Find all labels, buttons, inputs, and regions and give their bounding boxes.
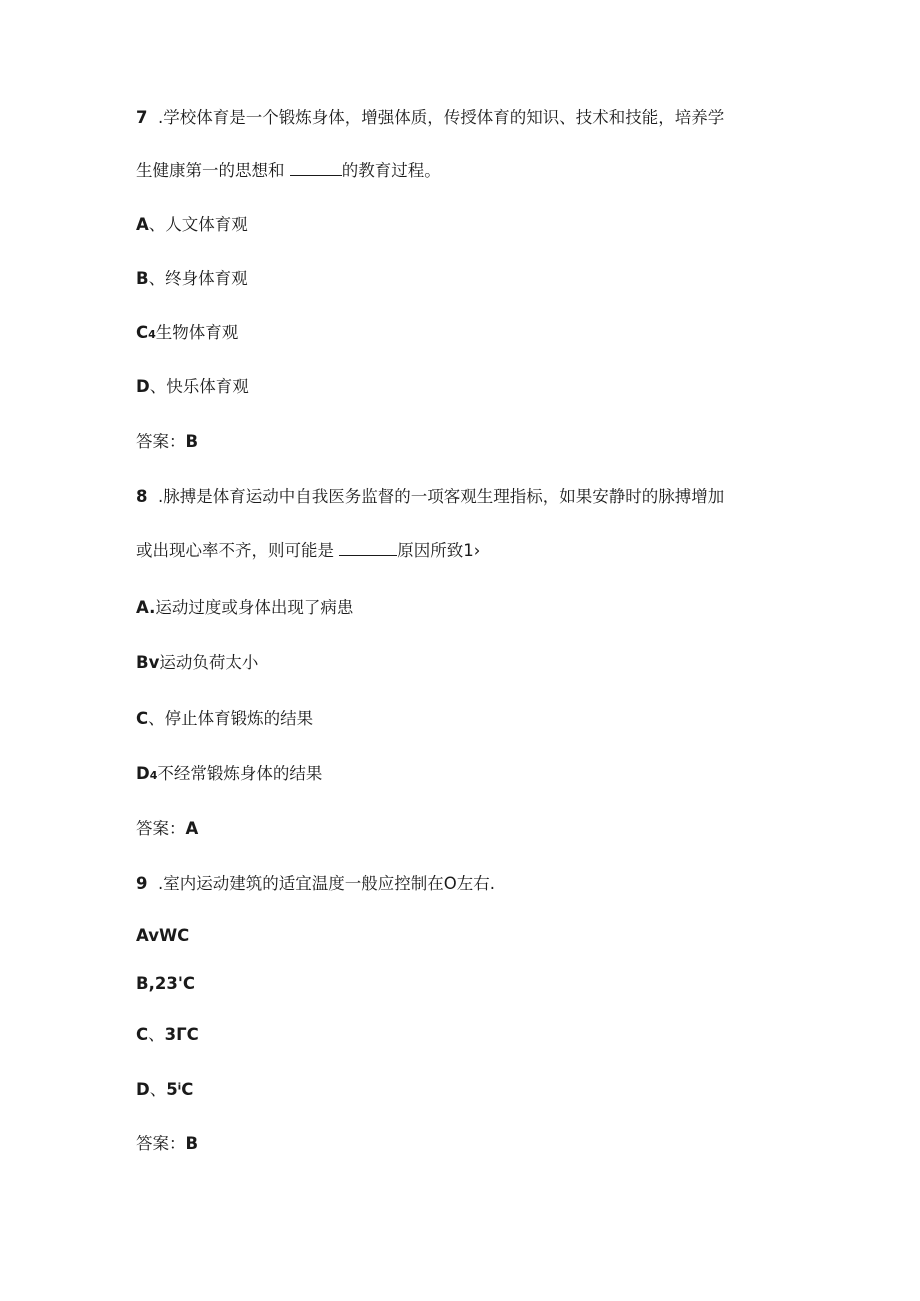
question-text: 原因所致1› <box>397 541 481 560</box>
question-text: .学校体育是一个锻炼身体，增强体质，传授体育的知识、技术和技能，培养学 <box>158 108 725 127</box>
question-number: 9 <box>136 874 148 893</box>
answer-label: 答案： <box>136 1134 186 1153</box>
question-text: .脉搏是体育运动中自我医务监督的一项客观生理指标，如果安静时的脉搏增加 <box>158 487 725 506</box>
question-9-option-b <box>136 973 195 995</box>
option-separator: 、 <box>148 709 165 728</box>
question-8-answer <box>136 818 198 840</box>
question-9-option-a <box>136 925 189 947</box>
answer-value: B <box>185 432 199 451</box>
option-text: 23'C <box>154 974 195 993</box>
option-letter: D <box>136 764 150 783</box>
option-letter: D <box>136 377 150 396</box>
option-text: 生物体育观 <box>155 323 239 342</box>
option-text: 3ΓC <box>164 1025 199 1044</box>
option-letter: C <box>136 1025 149 1044</box>
option-letter: A <box>136 598 150 617</box>
option-letter: D <box>136 1080 150 1099</box>
option-separator: v <box>148 926 159 945</box>
question-text: 或出现心率不齐，则可能是 <box>136 541 334 560</box>
question-8-option-d <box>136 763 322 787</box>
question-number: 8 <box>136 487 148 506</box>
option-text: WC <box>158 926 190 945</box>
option-letter: B <box>136 653 149 672</box>
option-separator: 4 <box>149 769 158 782</box>
option-letter: B <box>136 974 149 993</box>
question-8-option-a <box>136 597 353 619</box>
question-7-stem-line1 <box>136 107 724 129</box>
question-7-stem-line2 <box>136 160 441 182</box>
question-text: 生健康第一的思想和 <box>136 161 285 180</box>
fill-blank <box>339 541 397 556</box>
question-8-option-c <box>136 708 313 730</box>
question-7-option-c <box>136 322 238 346</box>
option-text: 5ⁱC <box>166 1080 194 1099</box>
question-9-stem-line1 <box>136 873 495 895</box>
option-text: 停止体育锻炼的结果 <box>164 709 314 728</box>
question-7-answer <box>136 431 198 453</box>
option-text: 运动过度或身体出现了病患 <box>155 598 354 617</box>
question-text: .室内运动建筑的适宜温度一般应控制在O左右. <box>158 874 495 893</box>
option-text: 快乐体育观 <box>166 377 249 396</box>
option-letter: C <box>136 323 149 342</box>
option-separator: 4 <box>148 328 156 341</box>
option-letter: B <box>136 269 149 288</box>
option-text: 人文体育观 <box>165 215 248 234</box>
question-8-stem-line1 <box>136 486 724 508</box>
question-7-option-b <box>136 268 248 290</box>
option-letter: A <box>136 215 149 234</box>
option-separator: 、 <box>149 1080 167 1099</box>
option-separator: . <box>149 598 156 617</box>
option-separator: 、 <box>149 377 167 396</box>
option-letter: C <box>136 709 149 728</box>
option-text: 终身体育观 <box>165 269 248 288</box>
question-number: 7 <box>136 108 148 127</box>
question-text: 的教育过程。 <box>341 161 441 180</box>
question-9-answer <box>136 1133 198 1155</box>
question-8-option-b <box>136 652 258 674</box>
question-7-option-a <box>136 214 248 236</box>
option-separator: 、 <box>148 1025 165 1044</box>
answer-label: 答案： <box>136 819 186 838</box>
question-9-option-c <box>136 1024 199 1046</box>
option-text: 运动负荷太小 <box>159 653 259 672</box>
question-8-stem-line2 <box>136 540 480 562</box>
option-separator: , <box>148 974 155 993</box>
fill-blank <box>290 161 342 176</box>
option-letter: A <box>136 926 149 945</box>
question-7-option-d <box>136 376 249 398</box>
answer-value: B <box>185 1134 199 1153</box>
option-separator: 、 <box>148 269 166 288</box>
answer-value: A <box>185 819 199 838</box>
question-9-option-d <box>136 1079 193 1101</box>
answer-label: 答案： <box>136 432 186 451</box>
option-separator: 、 <box>148 215 166 234</box>
option-separator: v <box>148 653 160 672</box>
option-text: 不经常锻炼身体的结果 <box>157 764 323 783</box>
